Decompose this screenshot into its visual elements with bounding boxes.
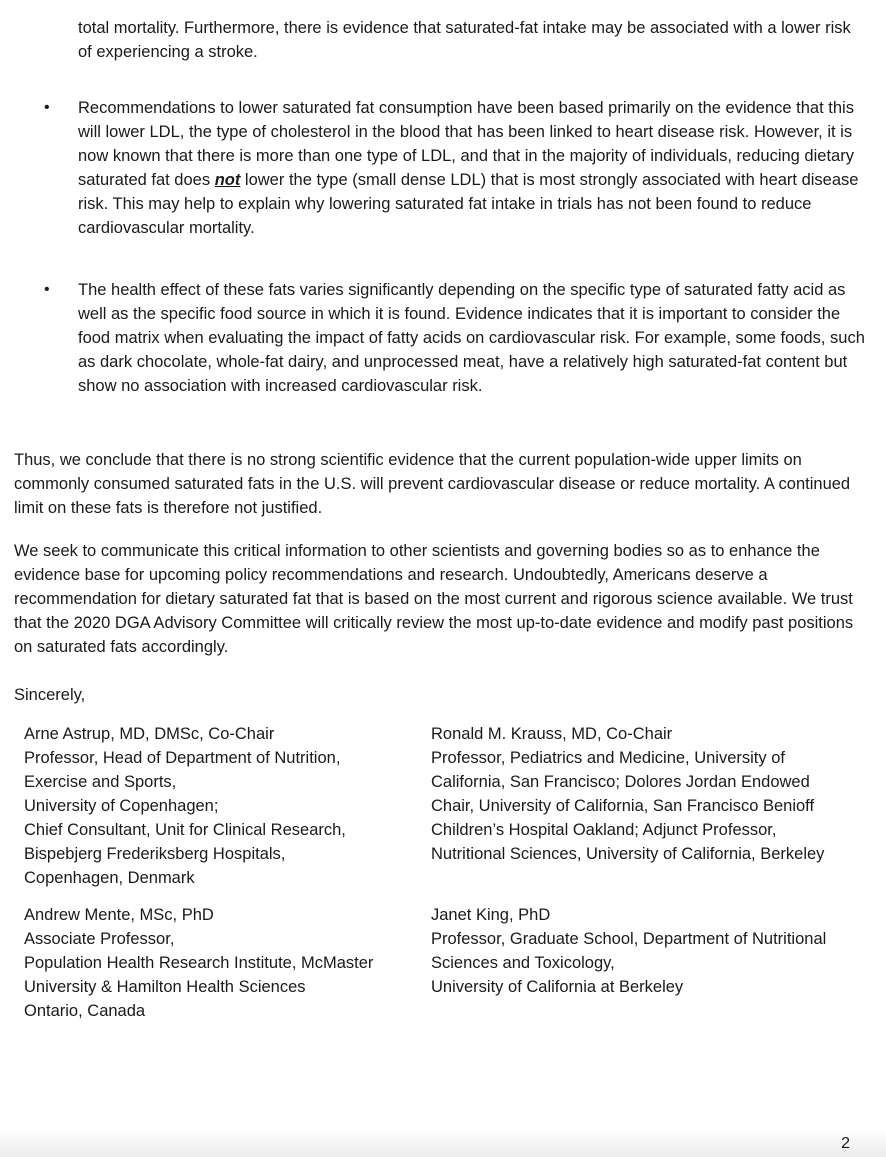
bullet-text-ldl: Recommendations to lower saturated fat consumption have been based primarily on the evidence that this will lower LDL, the type of cholesterol in the blood that has been linked to heart disease risk. However, it is now known that there is more than one type of LDL, and that in the majority of individuals, reducing dietary saturated fat does not lower the type (small dense LDL) that is most strongly associated with heart disease risk. This may help to explain why lowering saturated fat intake in trials has not been found to reduce cardiovascular mortality.	[78, 99, 859, 237]
signatory-astrup: Arne Astrup, MD, DMSc, Co-Chair Professor, Head of Department of Nutrition, Exercise and Sports, University of Copenhagen; Chief Consultant, Unit for Clinical Research, Bispebjerg Frederiksberg Hospitals, Copenhagen, Denmark	[24, 722, 464, 890]
signatory-name: Ronald M. Krauss, MD, Co-Chair	[431, 725, 673, 743]
bullet-item-ldl	[44, 96, 874, 246]
bullet-item-food-matrix	[44, 278, 874, 428]
bullet-marker: •	[44, 281, 50, 298]
closing-salutation: Sincerely,	[14, 686, 86, 704]
emphasis-not: not	[214, 171, 241, 189]
conclusion-paragraph: Thus, we conclude that there is no strong scientific evidence that the current population-wide upper limits on commonly consumed saturated fats in the U.S. will prevent cardiovascular disease or reduce mortality. A continued limit on these fats is therefore not justified.	[14, 451, 851, 517]
communication-paragraph: We seek to communicate this critical information to other scientists and governing bodies so as to enhance the evidence base for upcoming policy recommendations and research. Undoubtedly, Americans deserve a recommendation for dietary saturated fat that is based on the most current and rigorous science available. We trust that the 2020 DGA Advisory Committee will critically review the most up-to-date evidence and modify past positions on saturated fats accordingly.	[14, 542, 854, 656]
signatory-king: Janet King, PhD Professor, Graduate School, Department of Nutritional Sciences and Toxicology, University of California at Berkeley	[431, 903, 871, 999]
bullet-marker: •	[44, 99, 50, 116]
page-bottom-shadow	[0, 1129, 886, 1157]
signatory-krauss: Ronald M. Krauss, MD, Co-Chair Professor, Pediatrics and Medicine, University of California, San Francisco; Dolores Jordan Endowed Chair, University of California, San Francisco Benioff Children’s Hospital Oakland; Adjunct Professor, Nutritional Sciences, University of California, Berkeley	[431, 722, 871, 866]
signatory-name: Arne Astrup, MD, DMSc, Co-Chair	[24, 725, 275, 743]
bullet-text-food-matrix: The health effect of these fats varies significantly depending on the specific type of saturated fatty acid as well as the specific food source in which it is found. Evidence indicates that it is important to consider the food matrix when evaluating the impact of fatty acids on cardiovascular risk. For example, some foods, such as dark chocolate, whole-fat dairy, and unprocessed meat, have a relatively high saturated-fat content but show no association with increased cardiovascular risk.	[78, 281, 865, 395]
signatory-mente: Andrew Mente, MSc, PhD Associate Professor, Population Health Research Institute, McMaster University & Hamilton Health Sciences Ontario, Canada	[24, 903, 464, 1023]
page-number: 2	[841, 1135, 850, 1152]
continued-paragraph: total mortality. Furthermore, there is evidence that saturated-fat intake may be associated with a lower risk of experiencing a stroke.	[78, 19, 851, 61]
signatory-name: Andrew Mente, MSc, PhD	[24, 906, 214, 924]
signatory-name: Janet King, PhD	[431, 906, 551, 924]
